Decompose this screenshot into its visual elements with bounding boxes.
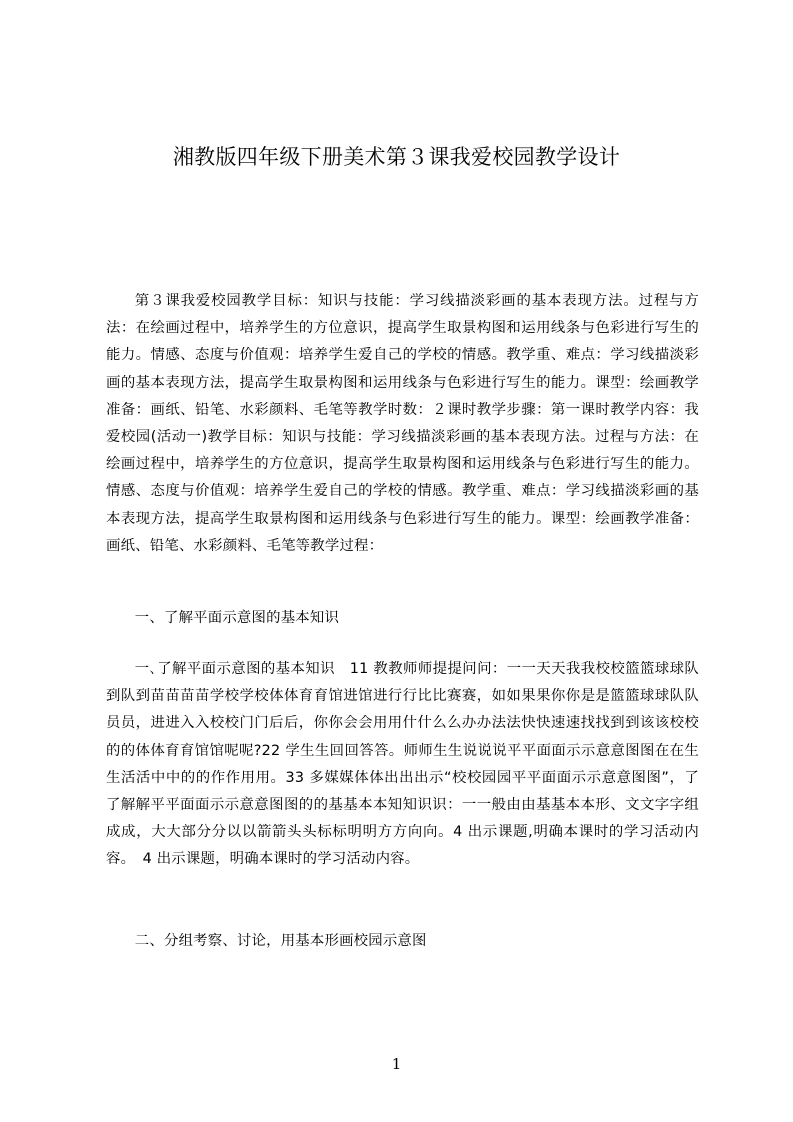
- page-number: 1: [391, 1055, 402, 1073]
- section-heading-1: 一、了解平面示意图的基本知识: [134, 610, 340, 626]
- document-title: 湘教版四年级下册美术第３课我爱校园教学设计: [172, 145, 621, 169]
- body-paragraph-section-1: 一､了解平面示意图的基本知识 11 教教师师提提问问：一一天天我我校校篮篮球球队到队到苗苗苗苗学校学校体体育育馆进馆进行行比比赛赛，如如果果你你是是篮篮球球队队员员，进进入入校校门门后后，你你会会用用什什么么办办法法快快速速找找到到该该校校的的体体育育馆馆呢呢?22 学生生回回答答。师师生生说说说平平面面示示意意图图在在生生活活中中的的作作用用。33 多媒媒体体出出出示“校校园园平平面面示示意意图图”，了了解解平平面面示示意意图图的的基基本本知知识识：一一般由由基基本本形、文文字字组成成，大大部分分以以箭箭头头标标明明方方向向。4 出示课题,明确本课时的学习活动内容。 4 出示课题，明确本课时的学习活动内容。: [106, 661, 699, 868]
- section-heading-2: 二、分组考察、讨论，用基本形画校园示意图: [134, 933, 427, 949]
- body-paragraph-objectives: 第３课我爱校园教学目标：知识与技能：学习线描淡彩画的基本表现方法。过程与方法：在绘画过程中，培养学生的方位意识，提高学生取景构图和运用线条与色彩进行写生的能力。情感、态度与价值观：培养学生爱自己的学校的情感。教学重、难点：学习线描淡彩画的基本表现方法，提高学生取景构图和运用线条与色彩进行写生的能力。课型：绘画教学准备：画纸、铅笔、水彩颜料、毛笔等教学时数：２课时教学步骤：第一课时教学内容：我爱校园(活动一)教学目标：知识与技能：学习线描淡彩画的基本表现方法。过程与方法：在绘画过程中，培养学生的方位意识，提高学生取景构图和运用线条与色彩进行写生的能力。情感、态度与价值观：培养学生爱自己的学校的情感。教学重、难点：学习线描淡彩画的基本表现方法，提高学生取景构图和运用线条与色彩进行写生的能力。课型：绘画教学准备：画纸、铅笔、水彩颜料、毛笔等教学过程：: [106, 293, 699, 554]
